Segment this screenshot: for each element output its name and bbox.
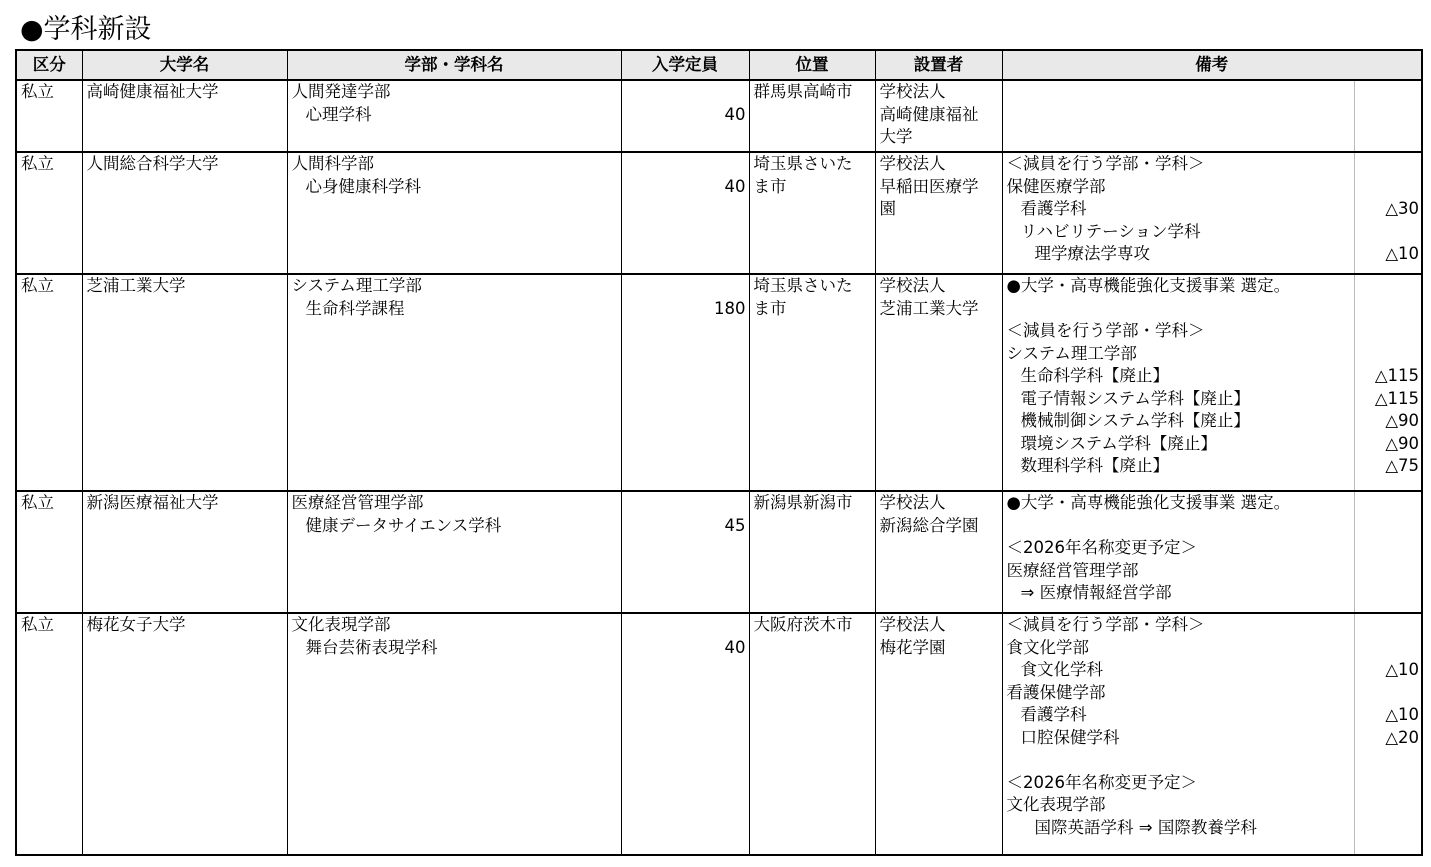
note-line: ＜2026年名称変更予定＞: [1006, 538, 1197, 557]
cell-department: [287, 274, 621, 491]
cell-department: [287, 152, 621, 274]
new-departments-table: [15, 49, 1423, 856]
cell-kubun: [16, 274, 82, 491]
note-value: △115: [1374, 366, 1419, 385]
note-value: [1355, 320, 1420, 343]
note-line: ＜減員を行う学部・学科＞: [1006, 154, 1205, 173]
establisher-text: 学校法人: [879, 82, 946, 101]
cell-establisher: [875, 613, 1002, 855]
cell-kubun: [16, 80, 82, 152]
cell-location: [749, 274, 875, 491]
column-header-capacity: 入学定員: [621, 50, 749, 80]
location-text: ま市: [753, 176, 787, 196]
note-value: [1355, 560, 1420, 583]
note-line: [1007, 298, 1354, 321]
table-body: [16, 80, 1422, 855]
note-value: [1355, 298, 1420, 321]
note-value: [1355, 582, 1420, 605]
note-line: 生命科学科【廃止】: [1020, 366, 1169, 385]
kubun-text: 私立: [21, 493, 54, 512]
capacity-value: 40: [724, 104, 746, 124]
note-line: 理学療法学専攻: [1034, 244, 1150, 263]
note-value: [1355, 275, 1420, 298]
cell-notes-values: [1354, 613, 1422, 855]
note-value: [1355, 817, 1420, 840]
cell-location: [749, 80, 875, 152]
capacity-spacer: [622, 275, 746, 298]
cell-establisher: [875, 491, 1002, 613]
location-text: 大阪府茨木市: [753, 615, 853, 634]
capacity-value: 45: [724, 515, 746, 535]
kubun-text: 私立: [21, 82, 54, 101]
note-line: [1007, 749, 1354, 772]
note-value: △30: [1385, 199, 1419, 218]
note-line: 電子情報システム学科【廃止】: [1020, 388, 1250, 408]
cell-capacity: [621, 491, 749, 613]
faculty-name: 人間発達学部: [291, 82, 391, 101]
column-header-establisher: 設置者: [875, 50, 1002, 80]
note-line: ●大学・高専機能強化支援事業 選定。: [1006, 276, 1291, 295]
establisher-text: 高崎健康福祉: [879, 104, 979, 124]
kubun-text: 私立: [21, 615, 54, 634]
cell-notes: [1002, 491, 1354, 613]
note-line: 数理科学科【廃止】: [1020, 456, 1169, 475]
cell-kubun: [16, 152, 82, 274]
capacity-spacer: [622, 492, 746, 515]
column-header-notes: 備考: [1002, 50, 1422, 80]
capacity-spacer: [622, 81, 746, 104]
establisher-text: 梅花学園: [879, 637, 946, 657]
university-name: 人間総合科学大学: [86, 154, 219, 173]
column-header-location: 位置: [749, 50, 875, 80]
faculty-name: 文化表現学部: [291, 615, 391, 634]
university-name: 新潟医療福祉大学: [86, 493, 219, 512]
note-line: システム理工学部: [1006, 343, 1137, 363]
note-line: 看護保健学部: [1006, 682, 1106, 702]
establisher-text: 大学: [879, 127, 913, 146]
page-title: ●学科新設: [20, 14, 152, 45]
establisher-text: 学校法人: [879, 276, 946, 295]
cell-capacity: [621, 613, 749, 855]
department-name: 心身健康科学科: [305, 176, 421, 196]
faculty-name: システム理工学部: [291, 276, 422, 295]
note-value: △10: [1385, 705, 1419, 724]
establisher-text: 学校法人: [879, 154, 946, 173]
note-value: [1355, 749, 1420, 772]
cell-department: [287, 80, 621, 152]
faculty-name: 人間科学部: [291, 154, 374, 173]
note-line: 医療経営管理学部: [1006, 560, 1139, 580]
note-line: 機械制御システム学科【廃止】: [1020, 411, 1250, 430]
cell-establisher: [875, 80, 1002, 152]
note-value: △10: [1385, 244, 1419, 263]
note-line: ＜2026年名称変更予定＞: [1006, 772, 1197, 792]
note-line: ●大学・高専機能強化支援事業 選定。: [1006, 493, 1291, 512]
table-header-row: [16, 50, 1422, 80]
note-value: △90: [1385, 411, 1419, 430]
cell-notes: [1002, 613, 1354, 855]
establisher-text: 芝浦工業大学: [879, 298, 979, 318]
note-value: [1355, 682, 1420, 705]
note-value: △115: [1374, 388, 1419, 408]
column-header-department: 学部・学科名: [287, 50, 621, 80]
department-name: 心理学科: [305, 104, 372, 124]
note-value: [1355, 153, 1420, 176]
table-row: [16, 152, 1422, 274]
table-row: [16, 491, 1422, 613]
note-value: △75: [1385, 456, 1419, 475]
column-header-kubun: 区分: [16, 50, 82, 80]
note-line: リハビリテーション学科: [1020, 221, 1201, 241]
cell-notes-values: [1354, 152, 1422, 274]
note-value: [1355, 794, 1420, 817]
department-name: 生命科学課程: [305, 298, 405, 318]
kubun-text: 私立: [21, 154, 54, 173]
capacity-spacer: [622, 614, 746, 637]
cell-capacity: [621, 274, 749, 491]
cell-university: [82, 491, 287, 613]
cell-kubun: [16, 613, 82, 855]
table-row: [16, 274, 1422, 491]
note-line: 保健医療学部: [1006, 176, 1106, 196]
capacity-value: 40: [724, 637, 746, 657]
note-line: 看護学科: [1020, 705, 1087, 724]
cell-location: [749, 152, 875, 274]
university-name: 高崎健康福祉大学: [86, 82, 219, 101]
cell-university: [82, 152, 287, 274]
cell-notes: [1002, 274, 1354, 491]
cell-notes: [1002, 80, 1354, 152]
cell-department: [287, 613, 621, 855]
note-line: 国際英語学科 ⇒ 国際教養学科: [1034, 817, 1257, 837]
cell-notes-values: [1354, 274, 1422, 491]
cell-establisher: [875, 152, 1002, 274]
cell-capacity: [621, 80, 749, 152]
note-value: [1355, 772, 1420, 795]
note-value: △10: [1385, 660, 1419, 679]
cell-university: [82, 613, 287, 855]
location-text: ま市: [753, 298, 787, 318]
faculty-name: 医療経営管理学部: [291, 493, 424, 512]
note-line: 口腔保健学科: [1020, 727, 1120, 747]
cell-notes: [1002, 152, 1354, 274]
note-value: [1355, 492, 1420, 515]
note-value: [1355, 343, 1420, 366]
note-value: [1355, 614, 1420, 637]
establisher-text: 学校法人: [879, 615, 946, 634]
university-name: 梅花女子大学: [86, 615, 186, 634]
note-value: [1355, 637, 1420, 660]
note-line: ＜減員を行う学部・学科＞: [1006, 615, 1205, 634]
note-line: ⇒ 医療情報経営学部: [1020, 583, 1172, 602]
cell-kubun: [16, 491, 82, 613]
cell-location: [749, 491, 875, 613]
establisher-text: 園: [879, 199, 896, 218]
cell-location: [749, 613, 875, 855]
location-text: 埼玉県さいた: [753, 276, 853, 295]
university-name: 芝浦工業大学: [86, 276, 186, 295]
note-line: ＜減員を行う学部・学科＞: [1006, 321, 1205, 340]
cell-university: [82, 274, 287, 491]
note-line: 文化表現学部: [1006, 795, 1106, 814]
cell-notes-values: [1354, 80, 1422, 152]
cell-department: [287, 491, 621, 613]
capacity-value: 40: [724, 176, 746, 196]
note-value: [1355, 176, 1420, 199]
note-line: 環境システム学科【廃止】: [1020, 433, 1217, 453]
note-value: [1355, 221, 1420, 244]
department-name: 舞台芸術表現学科: [305, 637, 438, 657]
note-line: 食文化学部: [1006, 637, 1089, 657]
capacity-value: 180: [714, 298, 746, 318]
cell-notes-values: [1354, 491, 1422, 613]
establisher-text: 早稲田医療学: [879, 176, 979, 196]
note-value: [1355, 515, 1420, 538]
location-text: 埼玉県さいた: [753, 154, 853, 173]
cell-university: [82, 80, 287, 152]
note-line: 看護学科: [1020, 199, 1087, 218]
note-line: 食文化学科: [1020, 660, 1103, 679]
column-header-university: 大学名: [82, 50, 287, 80]
table-row: [16, 613, 1422, 855]
capacity-spacer: [622, 153, 746, 176]
cell-capacity: [621, 152, 749, 274]
location-text: 群馬県高崎市: [753, 82, 853, 101]
department-name: 健康データサイエンス学科: [305, 515, 502, 535]
location-text: 新潟県新潟市: [753, 493, 853, 512]
note-value: △20: [1385, 727, 1419, 747]
kubun-text: 私立: [21, 276, 54, 295]
establisher-text: 新潟総合学園: [879, 515, 979, 535]
note-value: [1355, 537, 1420, 560]
note-value: △90: [1385, 433, 1419, 453]
note-line: [1007, 515, 1354, 538]
cell-establisher: [875, 274, 1002, 491]
table-row: [16, 80, 1422, 152]
establisher-text: 学校法人: [879, 493, 946, 512]
